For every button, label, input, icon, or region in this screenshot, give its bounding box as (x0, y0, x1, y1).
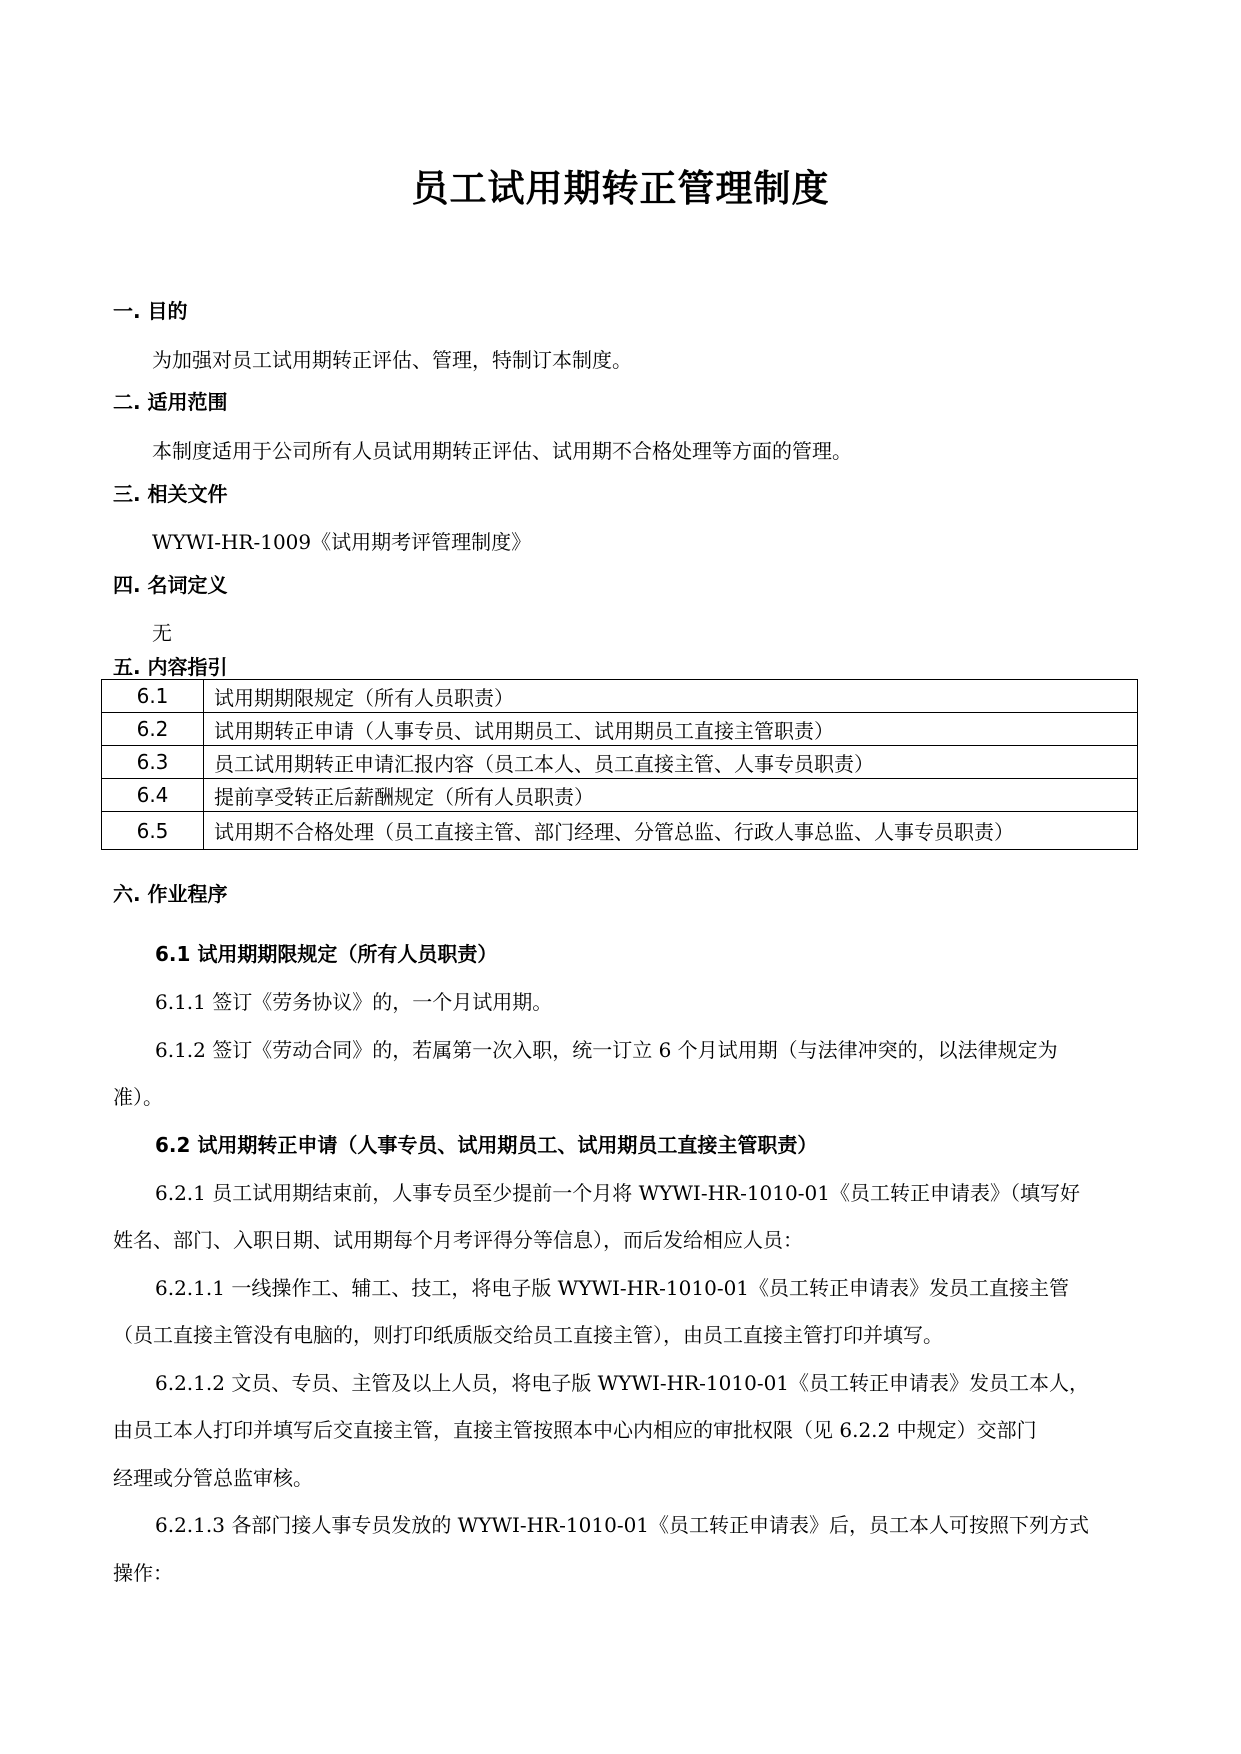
toc-text: 试用期转正申请（人事专员、试用期员工、试用期员工直接主管职责） (204, 713, 1138, 746)
toc-text: 试用期期限规定（所有人员职责） (204, 680, 1138, 713)
section-heading-scope: 二. 适用范围 (113, 390, 228, 414)
section-body-definitions: 无 (152, 621, 172, 645)
table-row (102, 680, 1138, 713)
toc-number: 6.3 (102, 746, 204, 779)
paragraph-6-1-2: 6.1.2 签订《劳动合同》的，若属第一次入职，统一订立 6 个月试用期（与法律冲突的，以法律规定为 (155, 1038, 1058, 1062)
table-row (102, 713, 1138, 746)
document-title: 员工试用期转正管理制度 (411, 167, 830, 210)
paragraph-6-2-1-cont: 姓名、部门、入职日期、试用期每个月考评得分等信息），而后发给相应人员： (113, 1228, 803, 1252)
section-body-related-docs: WYWI-HR-1009《试用期考评管理制度》 (152, 530, 532, 554)
toc-number: 6.2 (102, 713, 204, 746)
section-heading-definitions: 四. 名词定义 (113, 573, 228, 597)
toc-number: 6.4 (102, 779, 204, 812)
paragraph-6-2-1: 6.2.1 员工试用期结束前，人事专员至少提前一个月将 WYWI-HR-1010-01《员工转正申请表》（填写好 (155, 1181, 1080, 1205)
section-body-purpose: 为加强对员工试用期转正评估、管理，特制订本制度。 (152, 348, 632, 372)
toc-number: 6.1 (102, 680, 204, 713)
toc-text: 员工试用期转正申请汇报内容（员工本人、员工直接主管、人事专员职责） (204, 746, 1138, 779)
table-row (102, 746, 1138, 779)
paragraph-6-2-1-1-cont: （员工直接主管没有电脑的，则打印纸质版交给员工直接主管），由员工直接主管打印并填写。 (113, 1323, 943, 1347)
section-heading-related-docs: 三. 相关文件 (113, 482, 228, 506)
paragraph-6-2-1-3-cont: 操作： (113, 1561, 173, 1585)
toc-text: 试用期不合格处理（员工直接主管、部门经理、分管总监、行政人事总监、人事专员职责） (204, 812, 1138, 850)
paragraph-6-2-1-2-cont: 由员工本人打印并填写后交直接主管，直接主管按照本中心内相应的审批权限（见 6.2.2 中规定）交部门 (113, 1418, 1037, 1442)
table-row (102, 779, 1138, 812)
section-heading-procedure: 六. 作业程序 (113, 882, 228, 906)
section-heading-purpose: 一. 目的 (113, 299, 188, 323)
paragraph-6-1-1: 6.1.1 签订《劳务协议》的，一个月试用期。 (155, 990, 553, 1014)
subsection-heading-6-1: 6.1 试用期期限规定（所有人员职责） (155, 942, 498, 966)
table-row (102, 812, 1138, 850)
section-heading-content-guide: 五. 内容指引 (113, 655, 228, 679)
section-body-scope: 本制度适用于公司所有人员试用期转正评估、试用期不合格处理等方面的管理。 (152, 439, 852, 463)
toc-text: 提前享受转正后薪酬规定（所有人员职责） (204, 779, 1138, 812)
paragraph-6-2-1-2: 6.2.1.2 文员、专员、主管及以上人员，将电子版 WYWI-HR-1010-01《员工转正申请表》发员工本人， (155, 1371, 1090, 1395)
paragraph-6-2-1-3: 6.2.1.3 各部门接人事专员发放的 WYWI-HR-1010-01《员工转正申请表》后，员工本人可按照下列方式 (155, 1513, 1090, 1537)
subsection-heading-6-2: 6.2 试用期转正申请（人事专员、试用期员工、试用期员工直接主管职责） (155, 1133, 818, 1157)
toc-number: 6.5 (102, 812, 204, 850)
paragraph-6-1-2-cont: 准）。 (113, 1085, 163, 1109)
paragraph-6-2-1-2-cont2: 经理或分管总监审核。 (113, 1466, 313, 1490)
paragraph-6-2-1-1: 6.2.1.1 一线操作工、辅工、技工，将电子版 WYWI-HR-1010-01《员工转正申请表》发员工直接主管 (155, 1276, 1070, 1300)
content-guide-table (101, 679, 1138, 850)
